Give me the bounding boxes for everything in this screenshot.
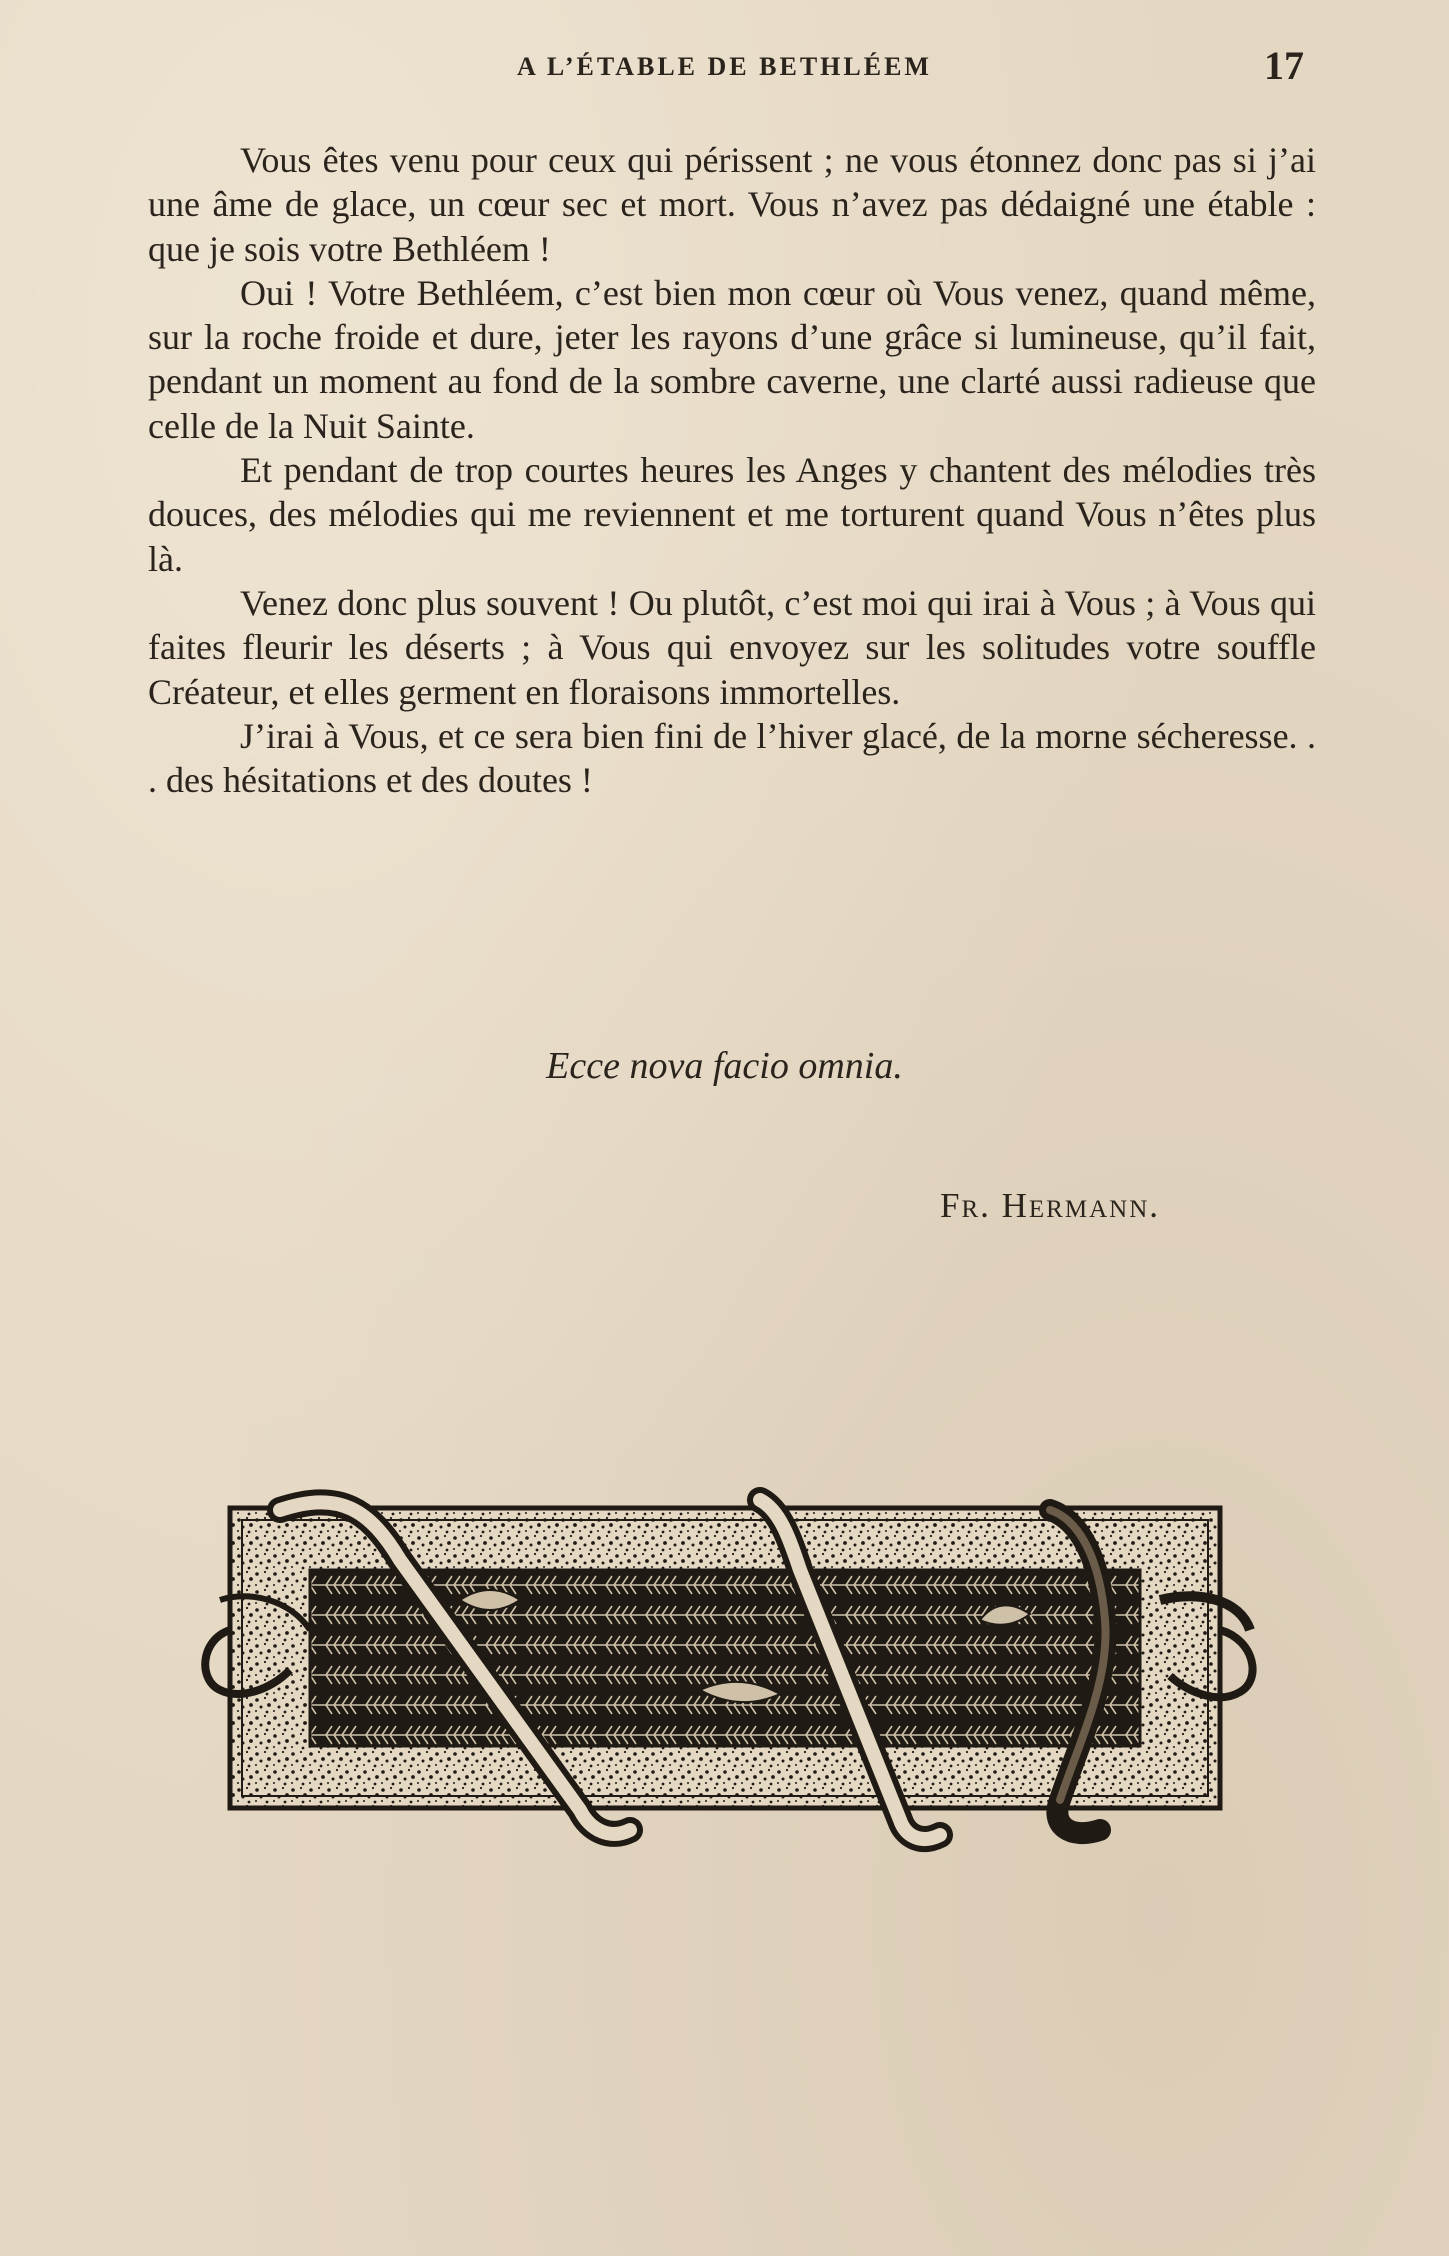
- tailpiece-ornament-icon: [200, 1480, 1270, 1860]
- paragraph: Oui ! Votre Bethléem, c’est bien mon cœur où Vous venez, quand même, sur la roche froide et dure, jeter les rayons d’une grâce si lumineuse, qu’il fait, pendant un moment au fond de la sombre caverne, une clarté aussi radieuse que celle de la Nuit Sainte.: [148, 272, 1316, 446]
- page-number: 17: [1264, 43, 1304, 88]
- running-title: A L’ÉTABLE DE BETHLÉEM: [517, 52, 932, 81]
- paragraph: Vous êtes venu pour ceux qui périssent ; ne vous étonnez donc pas si j’ai une âme de glace, un cœur sec et mort. Vous n’avez pas dédaigné une étable : que je sois votre Bethléem !: [148, 140, 1316, 269]
- body-text: [148, 138, 1316, 802]
- paragraph: Et pendant de trop courtes heures les Anges y chantent des mélodies très douces, des mélodies qui me reviennent et me torturent quand Vous n’êtes plus là.: [148, 450, 1316, 579]
- paragraph: J’irai à Vous, et ce sera bien fini de l’hiver glacé, de la morne sécheresse. . . des hésitations et des doutes !: [148, 715, 1316, 801]
- epigraph: Ecce nova facio omnia.: [546, 1045, 903, 1087]
- signature: Fr. Hermann.: [940, 1186, 1161, 1225]
- paragraph: Venez donc plus souvent ! Ou plutôt, c’est moi qui irai à Vous ; à Vous qui faites fleurir les déserts ; à Vous qui envoyez sur les solitudes votre souffle Créateur, et elles germent en floraisons immortelles.: [148, 582, 1316, 712]
